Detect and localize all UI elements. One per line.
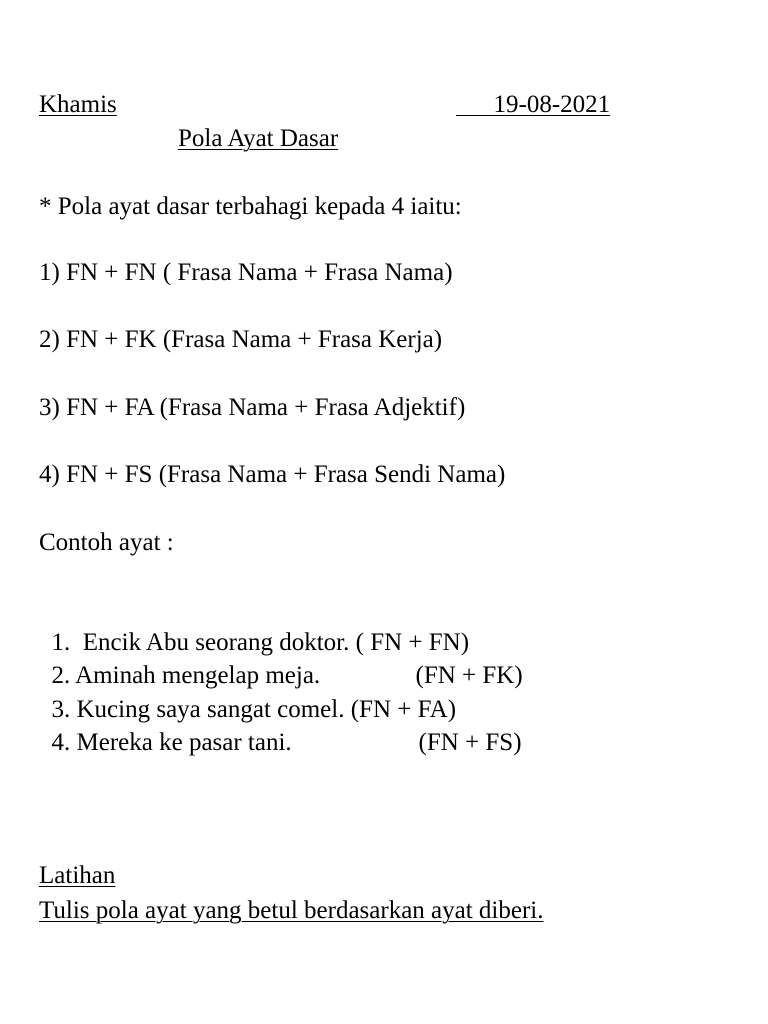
pattern-item: 2) FN + FK (Frasa Nama + Frasa Kerja)	[39, 326, 443, 353]
pattern-item: 4) FN + FS (Frasa Nama + Frasa Sendi Nama)	[39, 461, 506, 488]
example-pattern: (FN + FA)	[350, 696, 457, 723]
pattern-item: 3) FN + FA (Frasa Nama + Frasa Adjektif)	[39, 394, 466, 421]
date-value: 19-08-2021	[493, 91, 611, 118]
examples-heading: Contoh ayat :	[39, 529, 174, 556]
page-title: Pola Ayat Dasar	[178, 125, 339, 152]
example-item	[39, 692, 522, 760]
example-pattern: ( FN + FN)	[355, 629, 470, 656]
exercise-title: Latihan	[39, 862, 116, 889]
exercise-instruction: Tulis pola ayat yang betul berdasarkan ayat diberi.	[39, 897, 544, 924]
example-sentence: 4. Mereka ke pasar tani.	[51, 729, 292, 756]
day-label: Khamis	[39, 91, 117, 118]
example-sentence: 1. Encik Abu seorang doktor.	[51, 629, 350, 656]
example-pattern: (FN + FK)	[415, 662, 523, 689]
example-sentence: 3. Kucing saya sangat comel.	[51, 696, 345, 723]
date-label	[456, 88, 610, 122]
date-underline-lead	[456, 91, 494, 118]
pattern-item: 1) FN + FN ( Frasa Nama + Frasa Nama)	[39, 259, 453, 286]
example-pattern: (FN + FS)	[418, 729, 522, 756]
example-sentence: 2. Aminah mengelap meja.	[51, 662, 321, 689]
intro-text: * Pola ayat dasar terbahagi kepada 4 iaitu:	[39, 193, 462, 220]
